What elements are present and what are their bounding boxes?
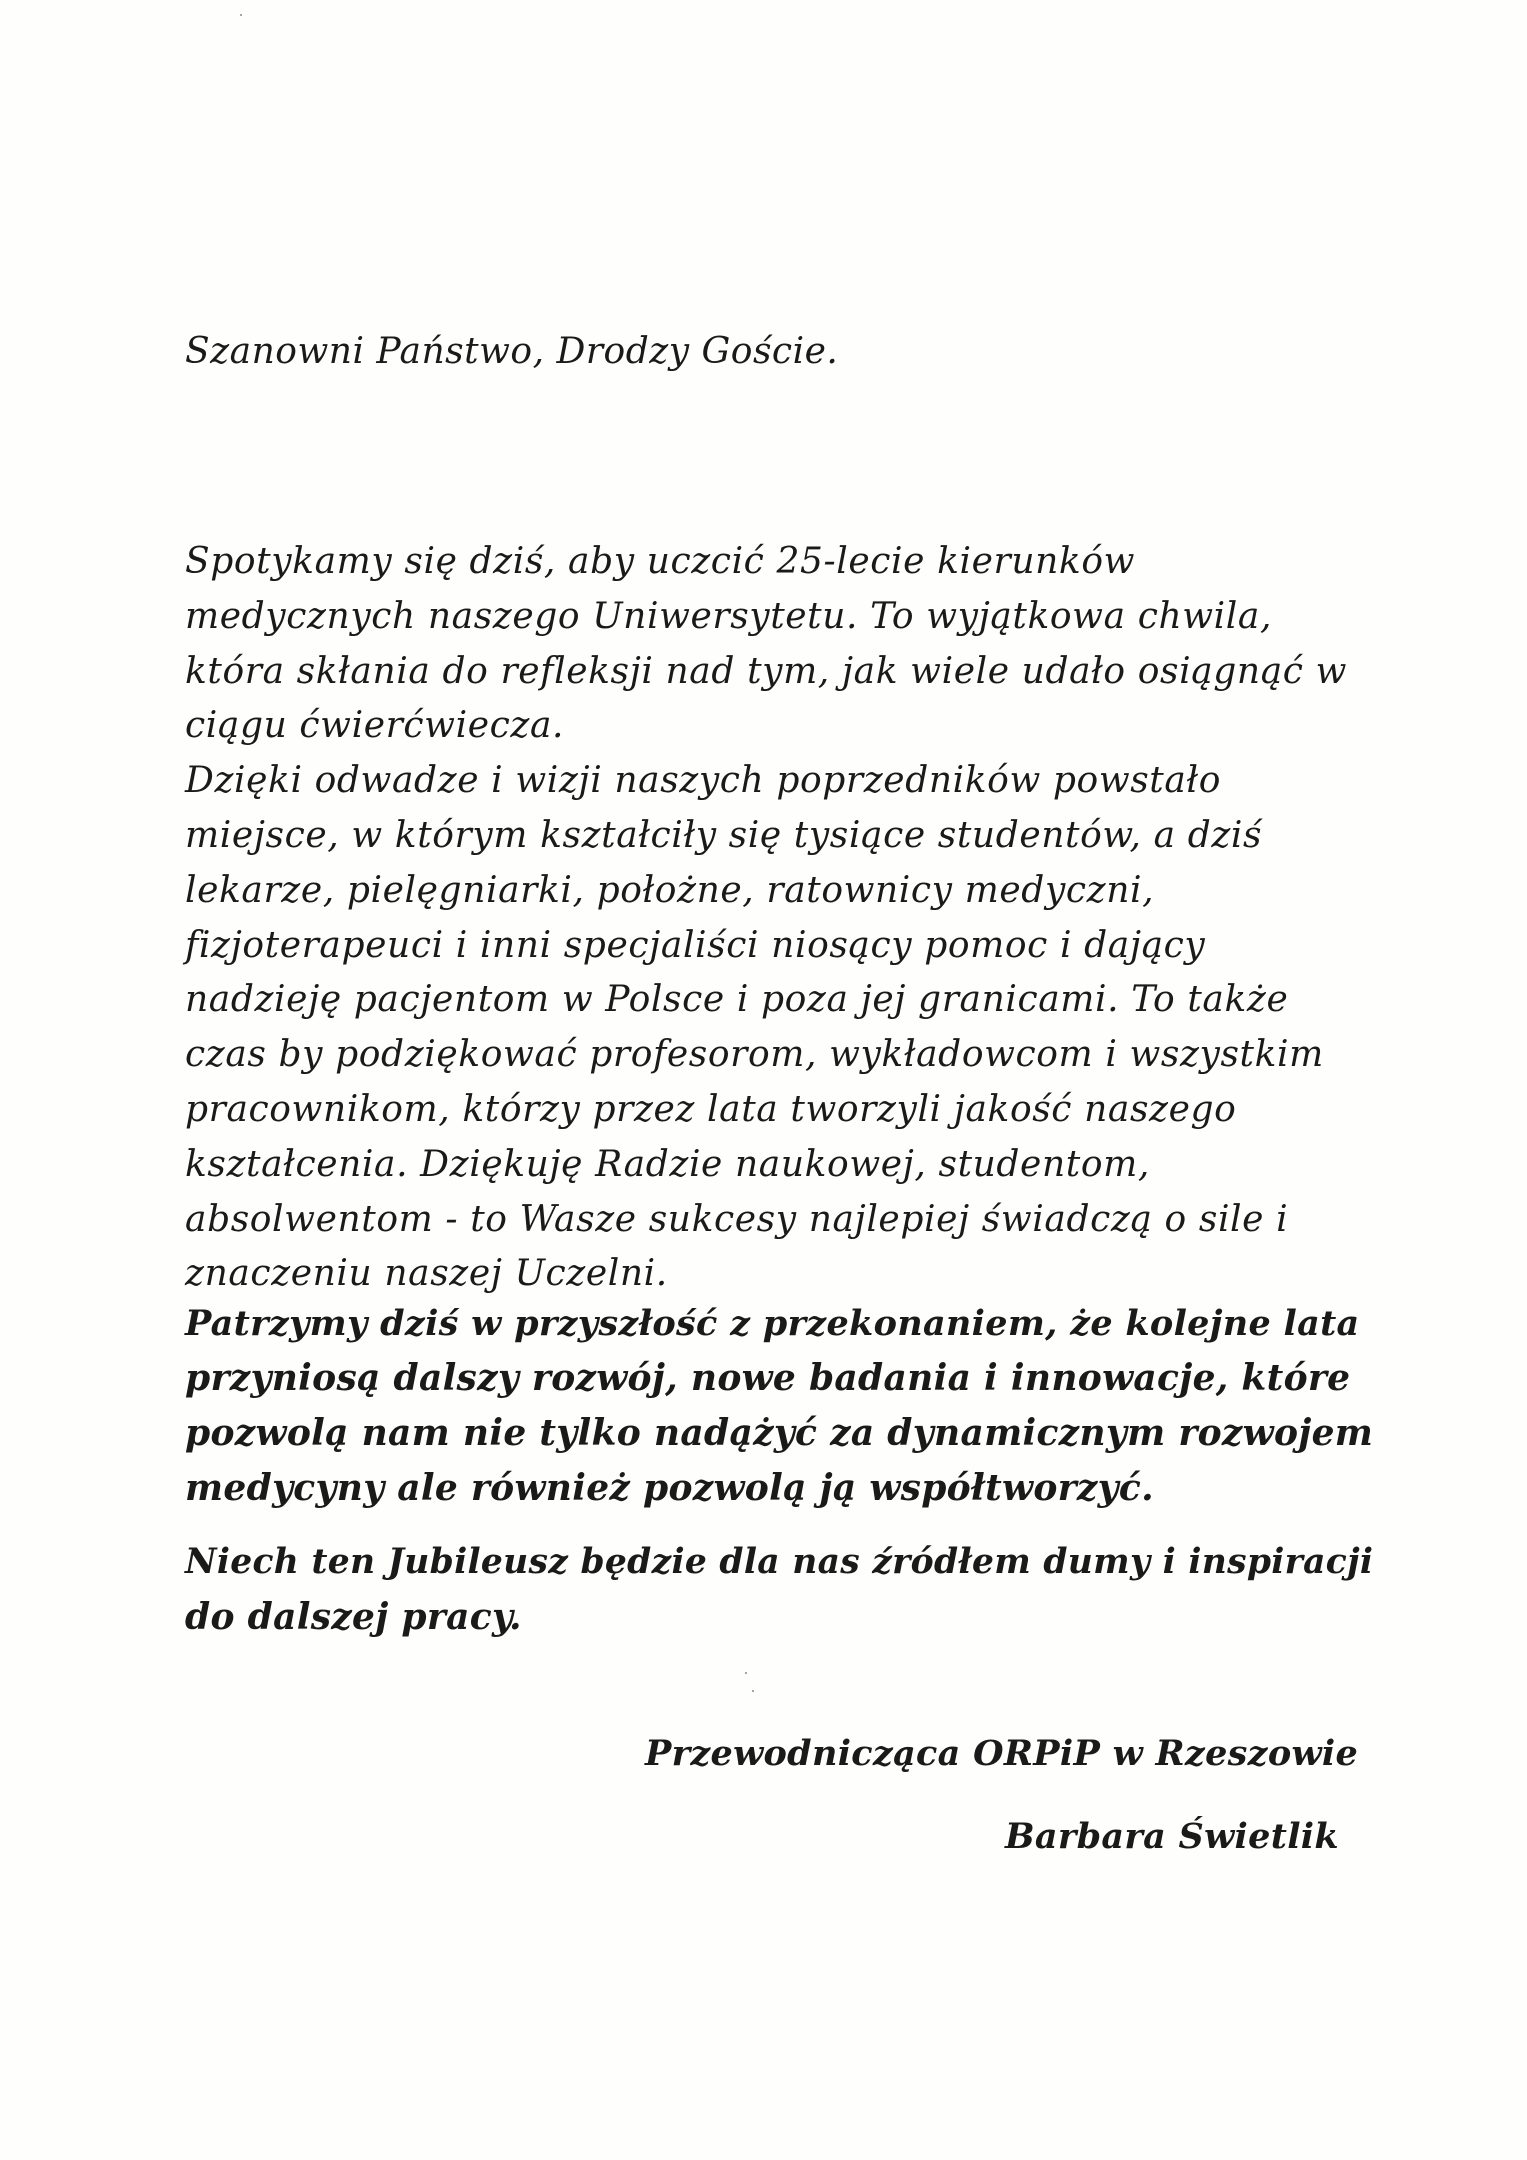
body-line: Spotykamy się dziś, aby uczcić 25-lecie kierunków <box>185 541 1136 582</box>
closing-line: Patrzymy dziś w przyszłość z przekonaniem, że kolejne lata <box>185 1303 1360 1344</box>
closing-paragraph-jubilee <box>185 1535 1375 1645</box>
body-line: nadzieję pacjentom w Polsce i poza jej granicami. To także <box>185 979 1289 1021</box>
closing-line: do dalszej pracy. <box>185 1596 522 1638</box>
signature-title: Przewodnicząca ORPiP w Rzeszowie <box>645 1733 1359 1774</box>
body-line: medycznych naszego Uniwersytetu. To wyjątkowa chwila, <box>185 595 1272 637</box>
body-line: lekarze, pielęgniarki, położne, ratownicy medyczni, <box>185 869 1155 911</box>
closing-line: przyniosą dalszy rozwój, nowe badania i innowacje, które <box>185 1357 1351 1399</box>
salutation: Szanowni Państwo, Drodzy Goście. <box>185 331 839 372</box>
body-line: absolwentom - to Wasze sukcesy najlepiej świadczą o sile i <box>185 1198 1289 1240</box>
scan-speck <box>745 1672 747 1674</box>
signature-name: Barbara Świetlik <box>1005 1816 1339 1857</box>
scan-speck <box>240 14 242 16</box>
scan-speck <box>752 1690 754 1692</box>
body-line: Dzięki odwadze i wizji naszych poprzedników powstało <box>185 760 1221 802</box>
body-line: pracownikom, którzy przez lata tworzyli jakość naszego <box>185 1088 1237 1130</box>
closing-line: Niech ten Jubileusz będzie dla nas źródłem dumy i inspiracji <box>185 1542 1374 1582</box>
body-line: ciągu ćwierćwiecza. <box>185 705 565 747</box>
body-line: czas by podziękować profesorom, wykładowcom i wszystkim <box>185 1034 1324 1076</box>
closing-paragraph-future <box>185 1296 1375 1516</box>
body-line: znaczeniu naszej Uczelni. <box>185 1253 668 1295</box>
closing-line: pozwolą nam nie tylko nadążyć za dynamicznym rozwojem <box>185 1412 1374 1454</box>
body-line: fizjoterapeuci i inni specjaliści niosący pomoc i dający <box>185 924 1206 966</box>
closing-line: medycyny ale również pozwolą ją współtworzyć. <box>185 1467 1154 1509</box>
body-line: która skłania do refleksji nad tym, jak wiele udało osiągnąć w <box>185 650 1347 692</box>
body-line: kształcenia. Dziękuję Radzie naukowej, studentom, <box>185 1143 1150 1185</box>
letter-body <box>185 535 1375 1302</box>
body-line: miejsce, w którym kształciły się tysiące studentów, a dziś <box>185 814 1263 856</box>
